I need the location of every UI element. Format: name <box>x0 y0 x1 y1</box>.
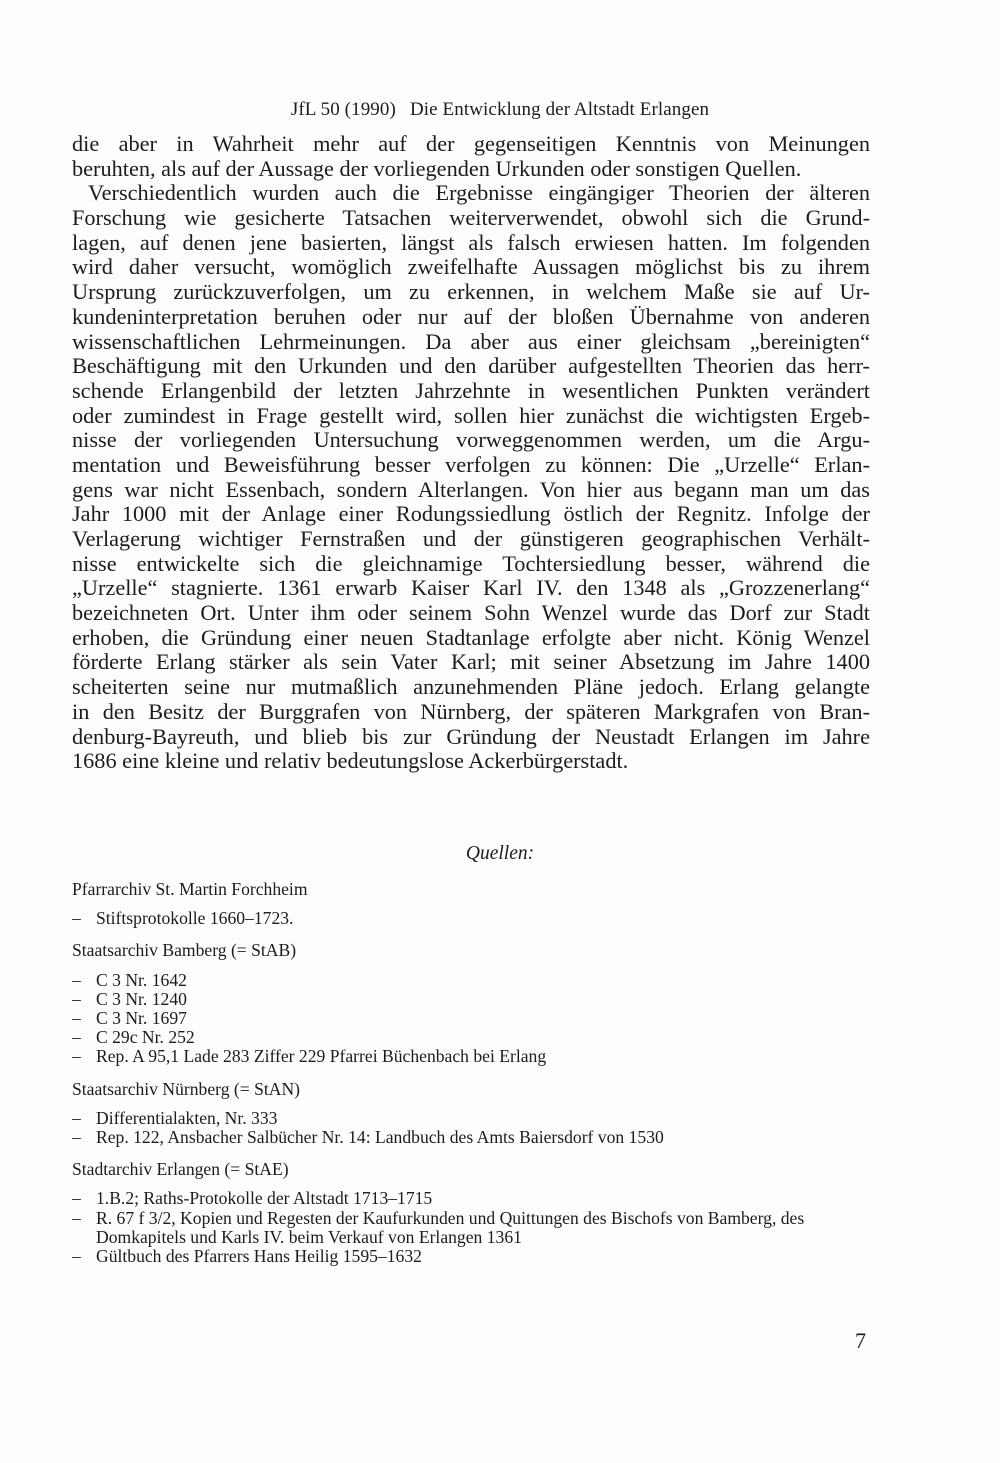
text-line: schende Erlangenbild der letzten Jahrzehnte in wesentlichen Punkten verändert <box>72 377 870 403</box>
source-entry: – R. 67 f 3/2, Kopien und Regesten der Kaufurkunden und Quittungen des Bischofs von Bamberg, des Domkapitels und Karls IV. beim Verkauf von Erlangen 1361 <box>72 1207 805 1247</box>
text-line: Forschung wie gesicherte Tatsachen weiterverwendet, obwohl sich die Grund- <box>72 205 870 231</box>
text-line: scheiterten seine nur mutmaßlich anzunehmenden Pläne jedoch. Erlang gelangte <box>72 674 870 700</box>
journal-reference: JfL 50 (1990) <box>290 99 396 120</box>
source-group-bamberg <box>72 941 872 1066</box>
source-group-title: Pfarrarchiv St. Martin Forchheim <box>72 879 308 899</box>
text-line: gens war nicht Essenbach, sondern Alterlangen. Von hier aus begann man um das <box>72 476 870 502</box>
text-line: Verlagerung wichtiger Fernstraßen und der günstigeren geographischen Verhält- <box>72 526 870 551</box>
text-line: bezeichneten Ort. Unter ihm oder seinem Sohn Wenzel wurde das Dorf zur Stadt <box>72 600 870 626</box>
source-entry: – 1.B.2; Raths-Protokolle der Altstadt 1713–1715 <box>72 1188 433 1209</box>
text-line: Jahr 1000 mit der Anlage einer Rodungssiedlung östlich der Regnitz. Infolge der <box>72 501 870 527</box>
source-group-title: Staatsarchiv Nürnberg (= StAN) <box>72 1078 301 1099</box>
source-group-forchheim <box>72 880 872 928</box>
source-entry: – Rep. 122, Ansbacher Salbücher Nr. 14: Landbuch des Amts Baiersdorf von 1530 <box>72 1127 664 1148</box>
dash-marker: – <box>72 1107 81 1128</box>
text-line: wissenschaftlichen Lehrmeinungen. Da aber aus einer gleichsam „bereinigten“ <box>72 328 870 354</box>
source-entry: – C 3 Nr. 1240 <box>72 988 187 1009</box>
source-entry: – C 29c Nr. 252 <box>72 1027 195 1048</box>
running-header <box>0 99 1000 121</box>
text-line: wird daher versucht, womöglich zweifelhafte Aussagen möglichst bis zu ihrem <box>72 254 870 280</box>
text-line: Verschiedentlich wurden auch die Ergebnisse eingängiger Theorien der älteren <box>88 180 870 206</box>
body-text <box>72 132 870 774</box>
source-entry: – Gültbuch des Pfarrers Hans Heilig 1595–1632 <box>72 1246 422 1267</box>
text-line: nisse entwickelte sich die gleichnamige Tochtersiedlung besser, während die <box>72 550 870 576</box>
dash-marker: – <box>72 1127 81 1148</box>
source-group-title: Staatsarchiv Bamberg (= StAB) <box>72 940 297 961</box>
text-line: kundeninterpretation beruhen oder nur auf der bloßen Übernahme von anderen <box>72 303 870 329</box>
sources-list <box>72 880 872 1279</box>
text-line: mentation und Beweisführung besser verfolgen zu können: Die „Urzelle“ Erlan- <box>72 451 870 477</box>
source-entry: – C 3 Nr. 1697 <box>72 1008 187 1029</box>
text-line: förderte Erlang stärker als sein Vater Karl; mit seiner Absetzung im Jahre 1400 <box>72 649 870 675</box>
source-group-title: Stadtarchiv Erlangen (= StAE) <box>72 1159 289 1180</box>
dash-marker: – <box>72 1027 81 1048</box>
dash-marker: – <box>72 908 81 929</box>
text-line: oder zumindest in Frage gestellt wird, sollen hier zunächst die wichtigsten Ergeb- <box>72 402 870 428</box>
dash-marker: – <box>72 969 81 990</box>
source-group-nuernberg <box>72 1080 872 1148</box>
text-line: in den Besitz der Burggrafen von Nürnberg, der späteren Markgrafen von Bran- <box>72 698 870 724</box>
source-entry: – Differentialakten, Nr. 333 <box>72 1107 278 1128</box>
text-line: denburg-Bayreuth, und blieb bis zur Gründung der Neustadt Erlangen im Jahre <box>72 723 870 749</box>
article-title: Die Entwicklung der Altstadt Erlangen <box>409 99 710 120</box>
text-line: lagen, auf denen jene basierten, längst als falsch erwiesen hatten. Im folgenden <box>72 229 870 255</box>
text-line: die aber in Wahrheit mehr auf der gegenseitigen Kenntnis von Meinungen <box>72 131 870 156</box>
dash-marker: – <box>72 988 81 1009</box>
source-entry: – C 3 Nr. 1642 <box>72 969 187 990</box>
page-number: 7 <box>855 1328 866 1353</box>
text-line: erhoben, die Gründung einer neuen Stadtanlage erfolgte aber nicht. König Wenzel <box>72 624 870 650</box>
text-line: beruhten, als auf der Aussage der vorliegenden Urkunden oder sonstigen Quellen. <box>72 155 802 181</box>
dash-marker: – <box>72 1008 81 1029</box>
text-line: Ursprung zurückzuverfolgen, um zu erkennen, in welchem Maße sie auf Ur- <box>72 279 870 305</box>
source-entry: – Rep. A 95,1 Lade 283 Ziffer 229 Pfarrei Büchenbach bei Erlang <box>72 1046 547 1067</box>
text-line: nisse der vorliegenden Untersuchung vorweggenommen werden, um die Argu- <box>72 427 870 453</box>
text-line: Beschäftigung mit den Urkunden und den darüber aufgestellten Theorien das herr- <box>72 353 870 379</box>
dash-marker: – <box>72 1207 81 1228</box>
dash-marker: – <box>72 1046 81 1067</box>
dash-marker: – <box>72 1188 81 1209</box>
text-line: „Urzelle“ stagnierte. 1361 erwarb Kaiser Karl IV. den 1348 als „Grozzenerlang“ <box>72 575 870 601</box>
dash-marker: – <box>72 1246 81 1267</box>
sources-heading: Quellen: <box>465 843 535 864</box>
text-line: 1686 eine kleine und relativ bedeutungslose Ackerbürgerstadt. <box>72 748 629 774</box>
source-group-erlangen <box>72 1160 872 1266</box>
source-entry: – Stiftsprotokolle 1660–1723. <box>72 908 294 929</box>
